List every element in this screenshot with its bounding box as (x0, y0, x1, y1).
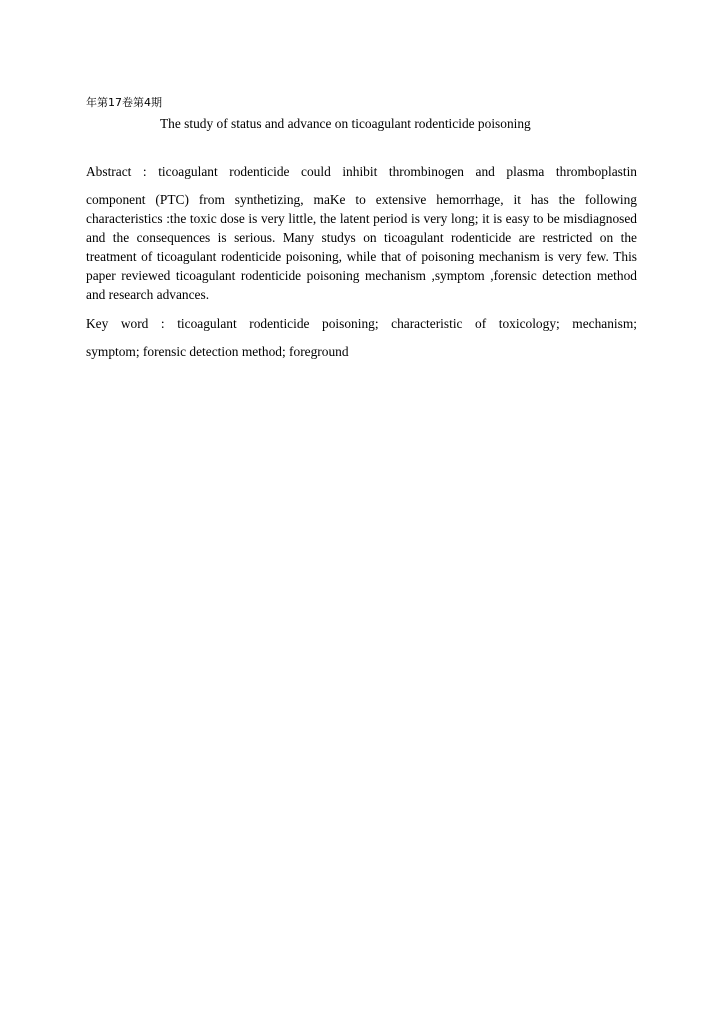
abstract-first-line: Abstract : ticoagulant rodenticide could inhibit thrombinogen and plasma thromboplastin (86, 164, 637, 179)
journal-issue-line: 年第17卷第4期 (86, 96, 162, 109)
abstract-body: component (PTC) from synthetizing, maKe to extensive hemorrhage, it has the following characteristics :the toxic dose is very little, the latent period is very long; it is easy to be misdiagnosed and the consequences is serious. Many studys on ticoagulant rodenticide are restricted on the treatment of ticoagulant rodenticide poisoning, while that of poisoning mechanism is very few. This paper reviewed ticoagulant rodenticide poisoning mechanism ,symptom ,forensic detection method and research advances. (86, 192, 637, 302)
paper-title: The study of status and advance on ticoagulant rodenticide poisoning (160, 116, 531, 131)
keywords-first-line: Key word : ticoagulant rodenticide poisoning; characteristic of toxicology; mechanism; (86, 316, 637, 331)
keywords-continuation: symptom; forensic detection method; foreground (86, 344, 349, 359)
